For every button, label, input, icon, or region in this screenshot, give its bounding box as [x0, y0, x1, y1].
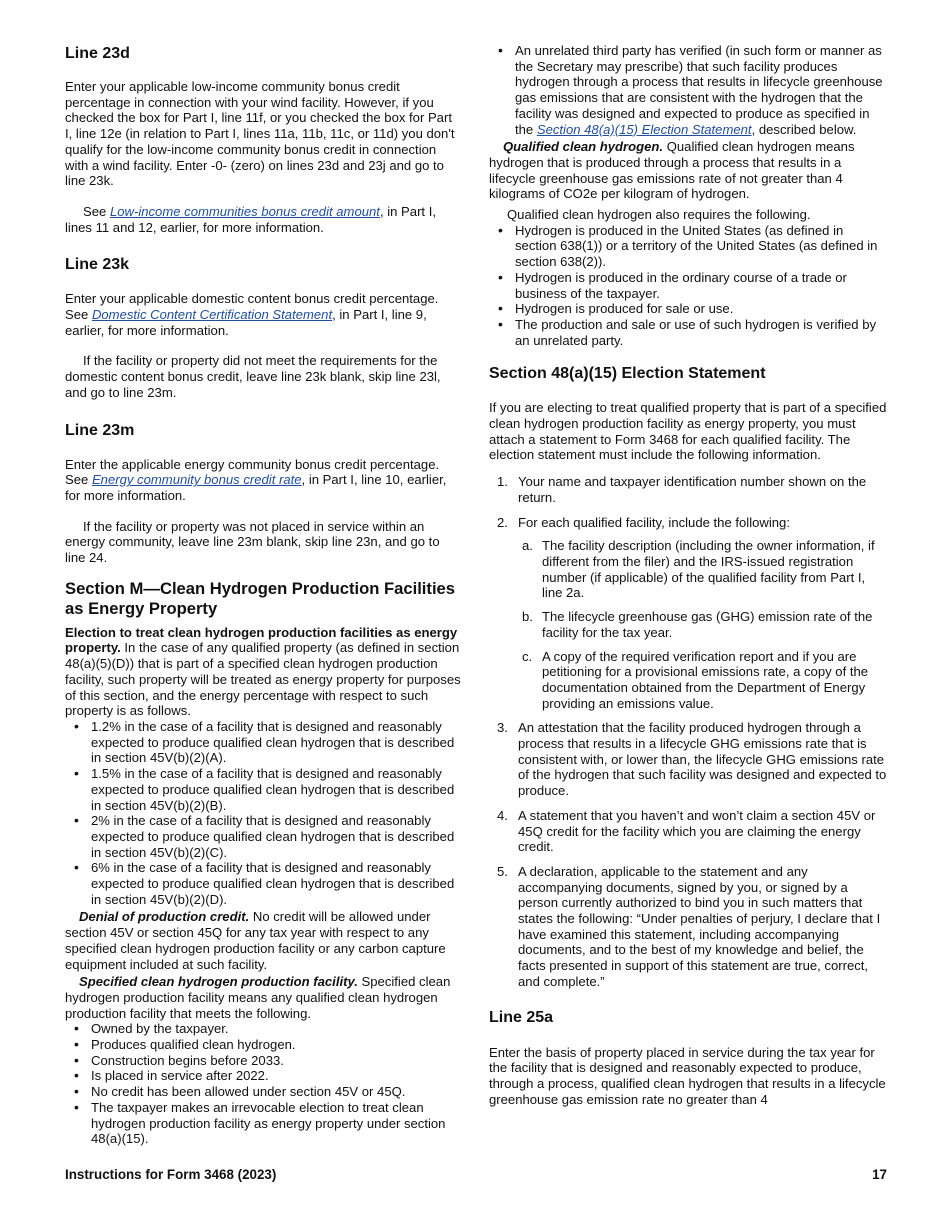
- list-item: • An unrelated third party has verified (in such form or manner as the Secretary may prescribe) that such facility produces hydrogen through a process that results in lifecycle greenhouse gas emissions that are consistent with the hydrogen that the facility was designed and expected to produce as specified in the Section 48(a)(15) Election Statement, described below.: [489, 43, 887, 137]
- list-item: 5. A declaration, applicable to the statement and any accompanying documents, signed by you, or signed by a person currently authorized to bind you in such matters that states the following: “Under penalties of perjury, I declare that I have examined this statement, including accompanying documents, and to the best of my knowledge and belief, the facts presented in support of this statement are true, correct, and complete.”: [497, 863, 881, 989]
- line-23d-paragraph: Enter your applicable low-income community bonus credit percentage in connection with your wind facility. However, if you checked the box for Part I, line 11f, or you checked the box for Part I, line 12e (in relation to Part I, lines 11a, 11b, 11c, or 11d) you don't qualify for the low-income community bonus credit in connection with a wind facility. Enter -0- (zero) on lines 23d and 23j and go to line 23k.: [65, 79, 455, 189]
- line-23m-paragraph-2: If the facility or property was not placed in service within an energy community, leave line 23m blank, skip line 23n, and go to line 24.: [65, 518, 440, 566]
- specified-facility-list: [65, 1021, 461, 1147]
- list-item: b. The lifecycle greenhouse gas (GHG) emission rate of the facility for the tax year.: [522, 609, 873, 640]
- election-statement-intro: If you are electing to treat qualified property that is part of a specified clean hydrogen production facility as energy property, you must attach a statement to Form 3468 for each qualified facility. The election statement must include the following information.: [489, 400, 887, 463]
- qualified-hydrogen-list: [489, 223, 887, 349]
- right-column: [489, 0, 887, 1107]
- denial-paragraph: Denial of production credit. No credit will be allowed under section 45V or section 45Q for any tax year with respect to any specified clean hydrogen production facility or any carbon capture equipment included at such facility.: [65, 909, 446, 972]
- domestic-content-link[interactable]: Domestic Content Certification Statement: [91, 307, 333, 323]
- list-item: 3. An attestation that the facility produced hydrogen through a process that results in a lifecycle GHG emissions rate that is consistent with, or lower than, the lifecycle GHG emissions rate of the hydrogen that such facility was designed and expected to produce.: [497, 720, 887, 799]
- election-paragraph: Election to treat clean hydrogen production facilities as energy property. In the case of any qualified property (as defined in section 48(a)(5)(D)) that is part of a specified clean hydrogen production facility, such property will be treated as energy property for purposes of this section, and the energy percentage with respect to such property is as follows.: [65, 624, 461, 719]
- qualified-clean-hydrogen-also: Qualified clean hydrogen also requires the following.: [507, 207, 811, 223]
- page-footer: [65, 1167, 887, 1183]
- list-item: • Construction begins before 2033.: [65, 1053, 461, 1069]
- list-item: 4. A statement that you haven’t and won’t claim a section 45V or 45Q credit for the facility which you are claiming the energy credit.: [497, 807, 876, 855]
- line-23k-heading: Line 23k: [65, 256, 130, 274]
- election-statement-heading: Section 48(a)(15) Election Statement: [489, 365, 766, 383]
- page-number: 17: [872, 1167, 887, 1182]
- low-income-bonus-link[interactable]: Low-income communities bonus credit amount: [109, 203, 380, 219]
- list-item: • 2% in the case of a facility that is designed and reasonably expected to produce qualified clean hydrogen that is described in section 45V(b)(2)(C).: [65, 813, 461, 860]
- list-item: • Hydrogen is produced in the United States (as defined in section 638(1)) or a territory of the United States (as defined in section 638(2)).: [489, 223, 887, 270]
- list-item: a. The facility description (including the owner information, if different from the filer) and the IRS-issued registration number (if applicable) of the qualified facility from Part I, line 2a.: [522, 538, 875, 601]
- list-item: • No credit has been allowed under section 45V or 45Q.: [65, 1084, 461, 1100]
- list-item: • 1.2% in the case of a facility that is designed and reasonably expected to produce qualified clean hydrogen that is described in section 45V(b)(2)(A).: [65, 719, 461, 766]
- left-column: [65, 0, 461, 1147]
- list-item: • Is placed in service after 2022.: [65, 1068, 461, 1084]
- percentage-list: [65, 719, 461, 907]
- line-25a-paragraph: Enter the basis of property placed in service during the tax year for the facility that is designed and reasonably expected to produce, through a process, qualified clean hydrogen that results in a lifecycle greenhouse gas emission rate no greater than 4: [489, 1044, 886, 1107]
- footer-title: Instructions for Form 3468 (2023): [65, 1167, 277, 1182]
- line-23m-paragraph: Enter the applicable energy community bonus credit percentage. See Energy community bonus credit rate, in Part I, line 10, earlier, for more information.: [65, 456, 447, 503]
- line-23k-paragraph: Enter your applicable domestic content bonus credit percentage. See Domestic Content Certification Statement, in Part I, line 9, earlier, for more information.: [65, 291, 439, 338]
- line-25a-heading: Line 25a: [489, 1008, 554, 1026]
- list-item: • The production and sale or use of such hydrogen is verified by an unrelated party.: [489, 317, 887, 348]
- section-m-heading: Section M—Clean Hydrogen Production Facilities as Energy Property: [65, 578, 456, 618]
- verification-list: [489, 43, 887, 137]
- election-statement-list: [489, 474, 887, 989]
- line-23d-see-paragraph: See Low-income communities bonus credit amount, in Part I, lines 11 and 12, earlier, for more information.: [65, 203, 436, 235]
- list-item: 1. Your name and taxpayer identification number shown on the return.: [497, 474, 867, 505]
- specified-facility-paragraph: Specified clean hydrogen production facility. Specified clean hydrogen production facility means any qualified clean hydrogen production facility that meets the following.: [65, 974, 451, 1021]
- list-item: • 1.5% in the case of a facility that is designed and reasonably expected to produce qualified clean hydrogen that is described in section 45V(b)(2)(B).: [65, 766, 461, 813]
- list-item: • Hydrogen is produced in the ordinary course of a trade or business of the taxpayer.: [489, 270, 887, 301]
- list-item: • 6% in the case of a facility that is designed and reasonably expected to produce qualified clean hydrogen that is described in section 45V(b)(2)(D).: [65, 860, 461, 907]
- list-item: • Owned by the taxpayer.: [65, 1021, 461, 1037]
- list-item: • Produces qualified clean hydrogen.: [65, 1037, 461, 1053]
- energy-community-link[interactable]: Energy community bonus credit rate: [91, 472, 302, 488]
- list-item: • The taxpayer makes an irrevocable election to treat clean hydrogen production facility as energy property under section 48(a)(15).: [65, 1100, 461, 1147]
- facility-sublist: [518, 538, 887, 711]
- line-23m-heading: Line 23m: [65, 421, 135, 439]
- list-item: 2. For each qualified facility, include the following: a. The facility description (including the owner information, if different from the filer) and the IRS-issued registration number (if applicable) of the qualified facility from Part I, line 2a. b. The lifecycle greenhouse gas (GHG) emission rate of the facility for the tax year. c. A copy of the required verification report and if you are petitioning for a provisional emissions rate, a copy of the documentation obtained from the Department of Energy providing an emissions value.: [489, 515, 887, 712]
- list-item: c. A copy of the required verification report and if you are petitioning for a provisional emissions rate, a copy of the documentation obtained from the Department of Energy providing an emissions value.: [522, 648, 869, 711]
- list-item: • Hydrogen is produced for sale or use.: [489, 301, 887, 317]
- line-23d-heading: Line 23d: [65, 45, 130, 62]
- election-statement-link[interactable]: Section 48(a)(15) Election Statement: [536, 121, 752, 137]
- line-23k-paragraph-2: If the facility or property did not meet the requirements for the domestic content bonus credit, leave line 23k blank, skip line 23l, and go to line 23m.: [65, 353, 441, 400]
- qualified-clean-hydrogen-paragraph: Qualified clean hydrogen. Qualified clean hydrogen means hydrogen that is produced through a process that results in a lifecycle greenhouse gas emissions rate of not greater than 4 kilograms of CO2e per kilogram of hydrogen.: [489, 139, 855, 202]
